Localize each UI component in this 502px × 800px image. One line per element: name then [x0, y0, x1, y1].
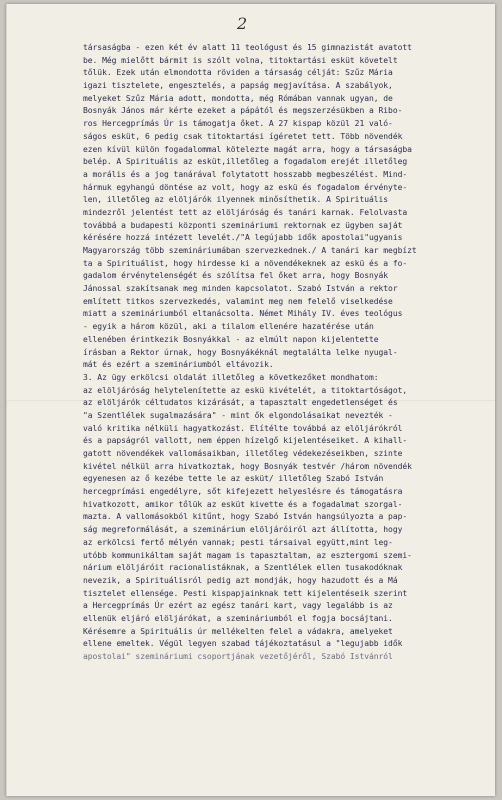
text-line: apostolai" szemináriumi csoportjának vezetőjéről, Szabó Istvánról [83, 652, 393, 661]
page-number: 2 [237, 14, 248, 33]
text-line: gadalom érvénytelenségét és szólítsa fel őket arra, hogy Bosnyák [83, 271, 389, 281]
text-line: mindezről jelentést tett az elöljáróság és tanári karnak. Felolvasta [83, 207, 408, 217]
text-line: az elöljáróság helytelenítette az eskü kivételét, a titoktartóságot, [83, 385, 408, 395]
text-line: ellenük eljáró elöljárókat, a szemináriumból el fogja bocsájtani. [83, 613, 393, 623]
text-line: Kérésemre a Spirituális úr mellékelten felel a vádakra, amelyeket [83, 626, 393, 636]
text-line: mát és ezért a szemináriumból eltávozik. [83, 360, 274, 370]
text-line: nárium elöljáróit racionalistáknak, a Szentlélek ellen tusakodóknak [83, 563, 403, 573]
text-line: tőlük. Ezek után elmondotta röviden a társaság célját: Szűz Mária [83, 68, 393, 78]
text-line: ság megreformálását, a szeminárium elöljáróiról azt állította, hogy [83, 525, 403, 535]
text-line: ezen kívül külön fogadalommal kötelezte magát arra, hogy a társaságba [83, 144, 412, 154]
text-line: belép. A Spirituális az esküt,illetőleg a fogadalom erejét illetőleg [83, 157, 408, 167]
text-line: hercegprímási engedélyre, sőt kifejezett helyeslésre és támogatásra [83, 487, 403, 497]
text-line: a Hercegprímás Úr ezért az egész tanári kart, vagy legalább is az [83, 601, 393, 611]
text-line: 3. Az ügy erkölcsi oldalát illetőleg a következőket mondhatom: [83, 372, 379, 382]
text-line: hivatkozott, amikor tőlük az esküt kivette és a fogadalmat szorgal- [83, 499, 403, 509]
text-line: melyeket Szűz Mária adott, mondotta, még Rómában vannak ugyan, de [83, 93, 393, 103]
text-line: és a papságról vallott, nem éppen hízelgő kijelentéseiket. A kihall- [83, 436, 408, 446]
text-line: igazi tisztelete, engesztelés, a papság megjavítása. A szabályok, [83, 81, 393, 91]
document-page [6, 4, 495, 796]
text-line: utóbb kommunikáltam saját magam is tapasztaltam, az esztergomi szemi- [83, 550, 412, 560]
text-line: egyenesen az ő kezébe tette le az esküt/ illetőleg Szabó István [83, 474, 384, 484]
text-line: az elöljárók céltudatos kizárását, a tapasztalt engedetlenséget és [83, 398, 398, 408]
text-line: való kritika nélküli hagyatkozást. Elítélte továbbá az elöljárókról [83, 423, 403, 433]
text-line: be. Még mielőtt bármit is szólt volna, titoktartási esküt követelt [83, 55, 398, 65]
text-line: nevezik, a Spirituálisról pedig azt mondják, hogy hazudott és a Má [83, 575, 398, 585]
text-line: ellene emeltek. Végül legyen szabad tájékoztatásul a "legujabb idők [83, 639, 403, 649]
text-line: továbbá a budapesti központi szemináriumi rektornak ez ügyben saját [83, 220, 403, 230]
text-line: az erkölcsi fertő mélyén vannak; pesti társaival együtt,mint leg- [83, 537, 393, 547]
text-line: miatt a szemináriumból eltanácsolta. Német Mihály IV. éves teológus [83, 309, 403, 319]
text-line: Jánossal szakítsanak meg minden kapcsolatot. Szabó István a rektor [83, 284, 398, 294]
text-line: Magyarország több szemináriumában szervezkednek./ A tanári kar megbízt [83, 246, 417, 255]
text-line: gatott növendékek vallomásaikban, illetőleg védekezéseikben, szinte [83, 449, 403, 458]
text-line: hármuk egyhangú döntése az volt, hogy az eskü és fogadalom érvényte- [83, 182, 408, 192]
text-line: ellenében érintkezik Bosnyákkal - az elmúlt napon kijelentette [83, 334, 379, 344]
text-line: ros Hercegprímás Úr is támogatja őket. A 27 kispap közül 21 való- [83, 119, 393, 129]
text-line: ta a Spirituálist, hogy hirdesse ki a növendékeknek az eskü és a fo- [83, 258, 408, 268]
text-line: említett titkos szervezkedés, valamint meg nem felelő viselkedése [83, 296, 393, 306]
text-line: - egyik a három közül, aki a tilalom ellenére hazatérése után [83, 322, 374, 332]
text-line: tisztelet ellensége. Pesti kispapjainknak tett kijelentéseik szerint [83, 588, 408, 598]
text-line: a morális és a jog tanárával folytatott hosszabb megbeszélést. Mind- [83, 169, 408, 179]
text-line: ságos esküt, 6 pedig csak titoktartási ígéretet tett. Több növendék [83, 131, 403, 141]
text-line: kivétel nélkül arra hivatkoztak, hogy Bosnyák testvér /három növendék [83, 461, 412, 471]
text-line: len, illetőleg az elöljárók ilyennek minősíthetik. A Spirituális [83, 195, 389, 205]
text-line: írásban a Rektor úrnak, hogy Bosnyákéknál megtalálta lelke nyugal- [83, 347, 398, 357]
typewritten-body [83, 42, 487, 664]
text-line: kérésére hozzá intézett levelét./"A legújabb idők apostolai"ugyanis [83, 233, 403, 243]
text-line: társaságba - ezen két év alatt 11 teológust és 15 gimnazistát avatott [83, 43, 412, 52]
text-line: mazta. A vallomásokból kitűnt, hogy Szabó István hangsúlyozta a pap- [83, 512, 408, 522]
text-line: Bosnyák János már kérte ezeket a pápától és megszerzésükben a Ribo- [83, 106, 403, 116]
text-line: "a Szentlélek sugalmazására" - mint ők elgondolásaikat nevezték - [83, 410, 393, 420]
